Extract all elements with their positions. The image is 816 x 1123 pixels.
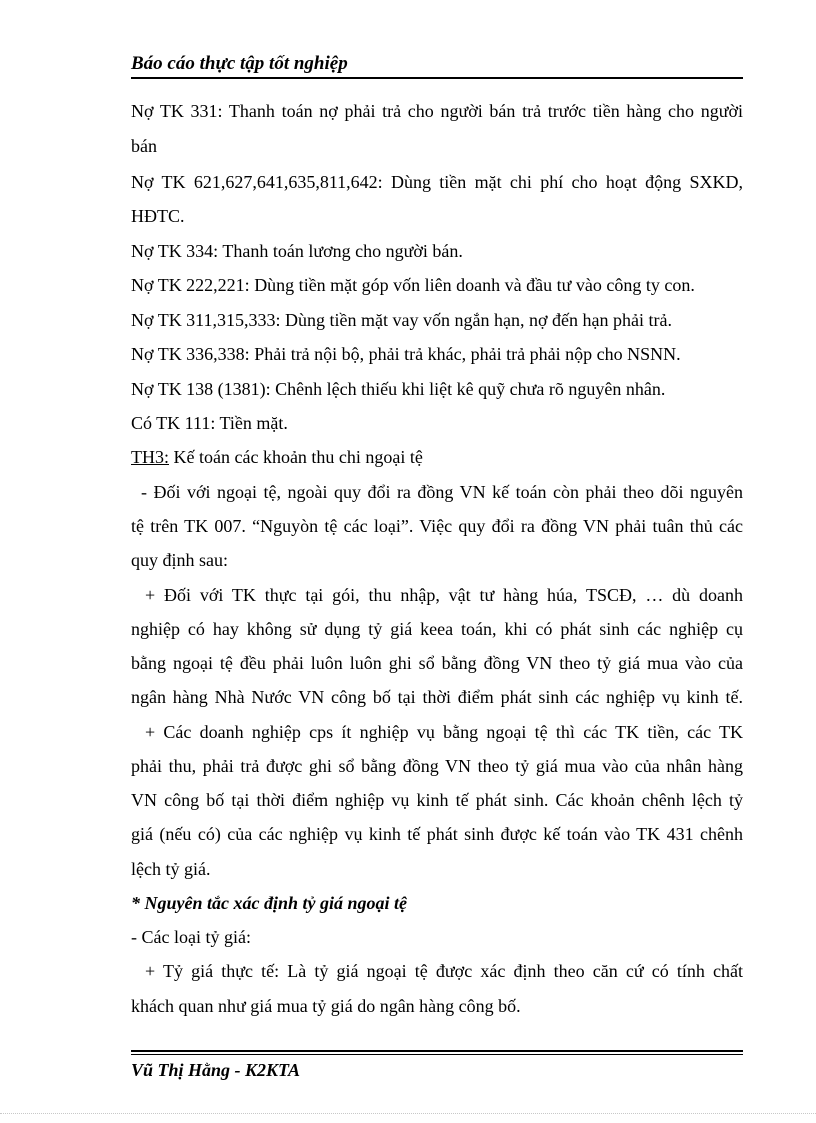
text-line: Nợ TK 334: Thanh toán lương cho người bán. <box>131 241 463 261</box>
text-line: + Đối với TK thực tại gói, thu nhập, vật tư hàng húa, TSCĐ, … dù doanh <box>145 585 743 605</box>
text-line: Nợ TK 222,221: Dùng tiền mặt góp vốn liên doanh và đầu tư vào công ty con. <box>131 275 695 295</box>
text-line: Nợ TK 331: Thanh toán nợ phải trả cho người bán trả trước tiền hàng cho người <box>131 101 743 121</box>
text-line: Nợ TK 138 (1381): Chênh lệch thiếu khi liệt kê quỹ chưa rõ nguyên nhân. <box>131 379 666 399</box>
text-line: - Đối với ngoại tệ, ngoài quy đổi ra đồng VN kế toán còn phải theo dõi nguyên <box>141 482 743 502</box>
section-heading-th3 <box>131 445 423 469</box>
text-line: tệ trên TK 007. “Nguyòn tệ các loại”. Việc quy đổi ra đồng VN phải tuân thủ các <box>131 516 743 536</box>
text-line: bằng ngoại tệ đều phải luôn luôn ghi sổ bằng đồng VN theo tỷ giá mua vào của <box>131 653 743 673</box>
header-rule <box>131 77 743 79</box>
header-title: Báo cáo thực tập tốt nghiệp <box>131 53 348 74</box>
text-line: Có TK 111: Tiền mặt. <box>131 413 288 433</box>
text-line: phải thu, phải trả được ghi sổ bằng đồng VN theo tỷ giá mua vào của nhân hàng <box>131 756 743 776</box>
th3-label: TH3: <box>131 447 169 467</box>
text-line: quy định sau: <box>131 550 228 570</box>
text-line: Nợ TK 311,315,333: Dùng tiền mặt vay vốn ngắn hạn, nợ đến hạn phải trả. <box>131 310 672 330</box>
text-line: ngân hàng Nhà Nước VN công bố tại thời điểm phát sinh các nghiệp vụ kinh tế. <box>131 687 743 707</box>
text-line: khách quan như giá mua tỷ giá do ngân hàng công bố. <box>131 996 521 1016</box>
page-bottom-border <box>0 1113 816 1114</box>
subheading-exchange-rate: * Nguyên tắc xác định tỷ giá ngoại tệ <box>131 893 407 913</box>
text-line: lệch tỷ giá. <box>131 859 211 879</box>
page-header <box>131 52 743 76</box>
text-line: bán <box>131 136 157 156</box>
footer-rule <box>131 1050 743 1052</box>
text-line: VN công bố tại thời điểm nghiệp vụ kinh tế phát sinh. Các khoản chênh lệch tỷ <box>131 790 743 810</box>
text-line: nghiệp có hay không sử dụng tỷ giá keea toán, khi có phát sinh các nghiệp cụ <box>131 619 743 639</box>
text-line: Nợ TK 621,627,641,635,811,642: Dùng tiền mặt chi phí cho hoạt động SXKD, <box>131 172 743 192</box>
th3-title: Kế toán các khoản thu chi ngoại tệ <box>173 447 423 467</box>
footer-author: Vũ Thị Hằng - K2KTA <box>131 1060 301 1080</box>
text-line: Nợ TK 336,338: Phải trả nội bộ, phải trả khác, phải trả phải nộp cho NSNN. <box>131 344 681 364</box>
text-line: HĐTC. <box>131 206 185 226</box>
text-line: + Tỷ giá thực tế: Là tỷ giá ngoại tệ được xác định theo căn cứ có tính chất <box>145 961 743 981</box>
footer-rule-thin <box>131 1054 743 1055</box>
text-line: + Các doanh nghiệp cps ít nghiệp vụ bằng ngoại tệ thì các TK tiền, các TK <box>145 722 743 742</box>
text-line: giá (nếu có) của các nghiệp vụ kinh tế phát sinh được kế toán vào TK 431 chênh <box>131 824 743 844</box>
text-line: - Các loại tỷ giá: <box>131 927 251 947</box>
